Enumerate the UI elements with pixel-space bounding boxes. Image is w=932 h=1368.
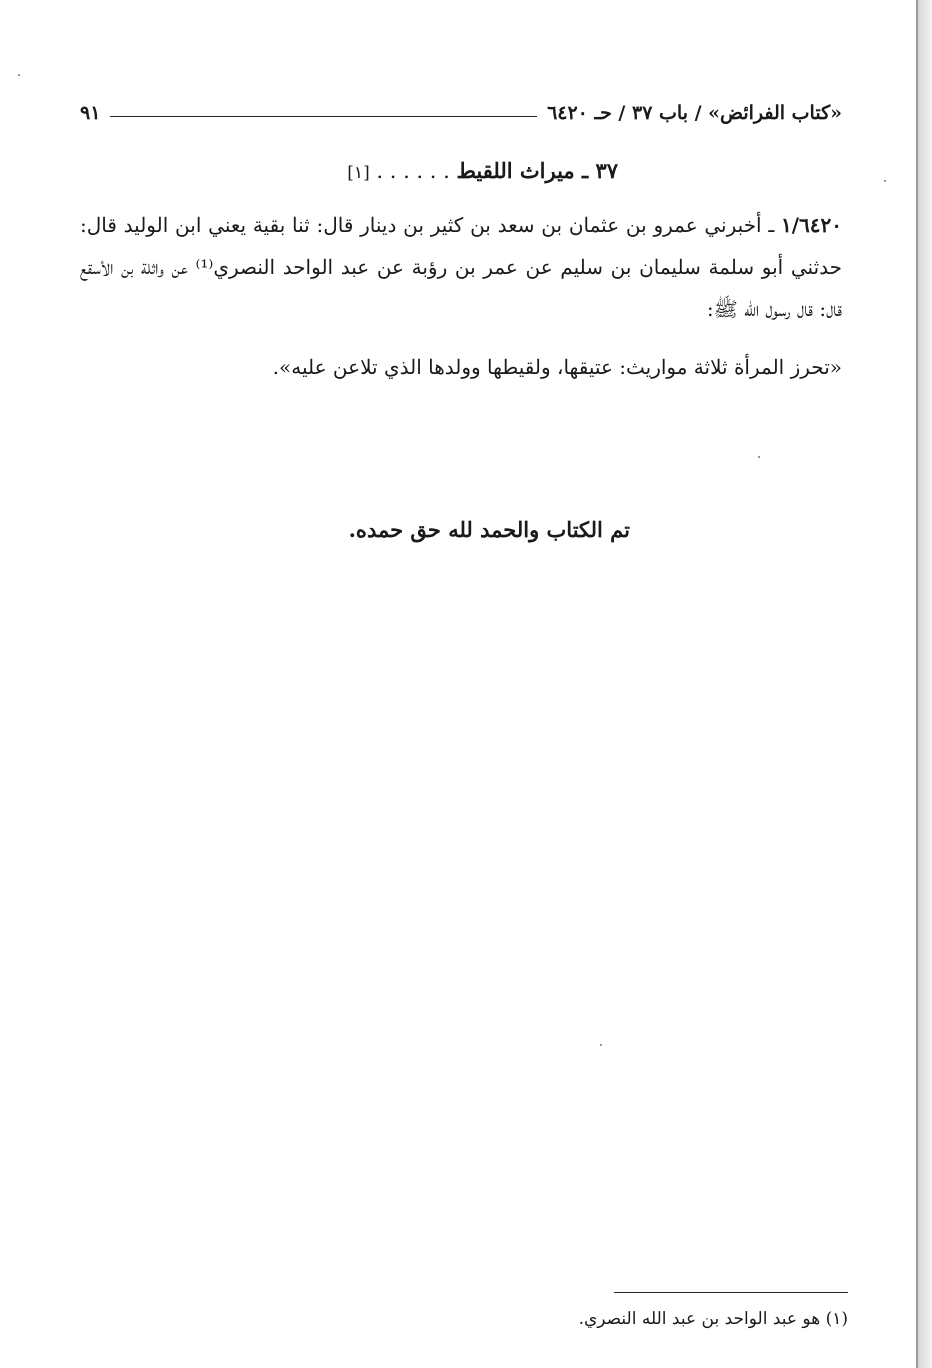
page-header xyxy=(80,98,842,128)
header-rule xyxy=(110,116,537,117)
hadith-number: ١/٦٤٢٠ xyxy=(780,213,842,237)
page-binding-shadow xyxy=(918,0,932,1368)
chapter-title-dots: . . . . . . xyxy=(369,159,457,183)
chapter-reference: [١] xyxy=(347,163,370,183)
chapter-heading xyxy=(300,153,618,189)
page-number: ٩١ xyxy=(80,102,101,124)
hadith-matn: «تحرز المرأة ثلاثة مواريث: عتيقها، ولقيطها وولدها الذي تلاعن عليه». xyxy=(272,355,842,379)
footnote-rule xyxy=(614,1292,848,1293)
scan-speck xyxy=(758,456,760,458)
scan-speck xyxy=(18,74,20,76)
chapter-title: ٣٧ ـ ميراث اللقيط xyxy=(456,158,618,183)
hadith-isnad-paragraph xyxy=(80,204,842,330)
running-head: «كتاب الفرائض» / باب ٣٧ / حـ ٦٤٢٠ xyxy=(547,102,842,124)
scan-speck xyxy=(884,180,886,182)
footnote: (١) هو عبد الواحد بن عبد الله النصري. xyxy=(578,1309,848,1329)
colophon: تم الكتاب والحمد لله حق حمده. xyxy=(348,517,630,542)
hadith-isnad: ـ أخبرني عمرو بن عثمان بن سعد بن كثير بن دينار قال: ثنا بقية يعني ابن الوليد قال: حدثني أبو سلمة سليمان بن سليم عن عمر بن رؤبة عن عبد الواحد النصري⁽¹⁾ عن واثلة بن الأسقع قال: قال رسول الله ﷺ: xyxy=(80,213,842,321)
scan-speck xyxy=(600,1044,602,1046)
